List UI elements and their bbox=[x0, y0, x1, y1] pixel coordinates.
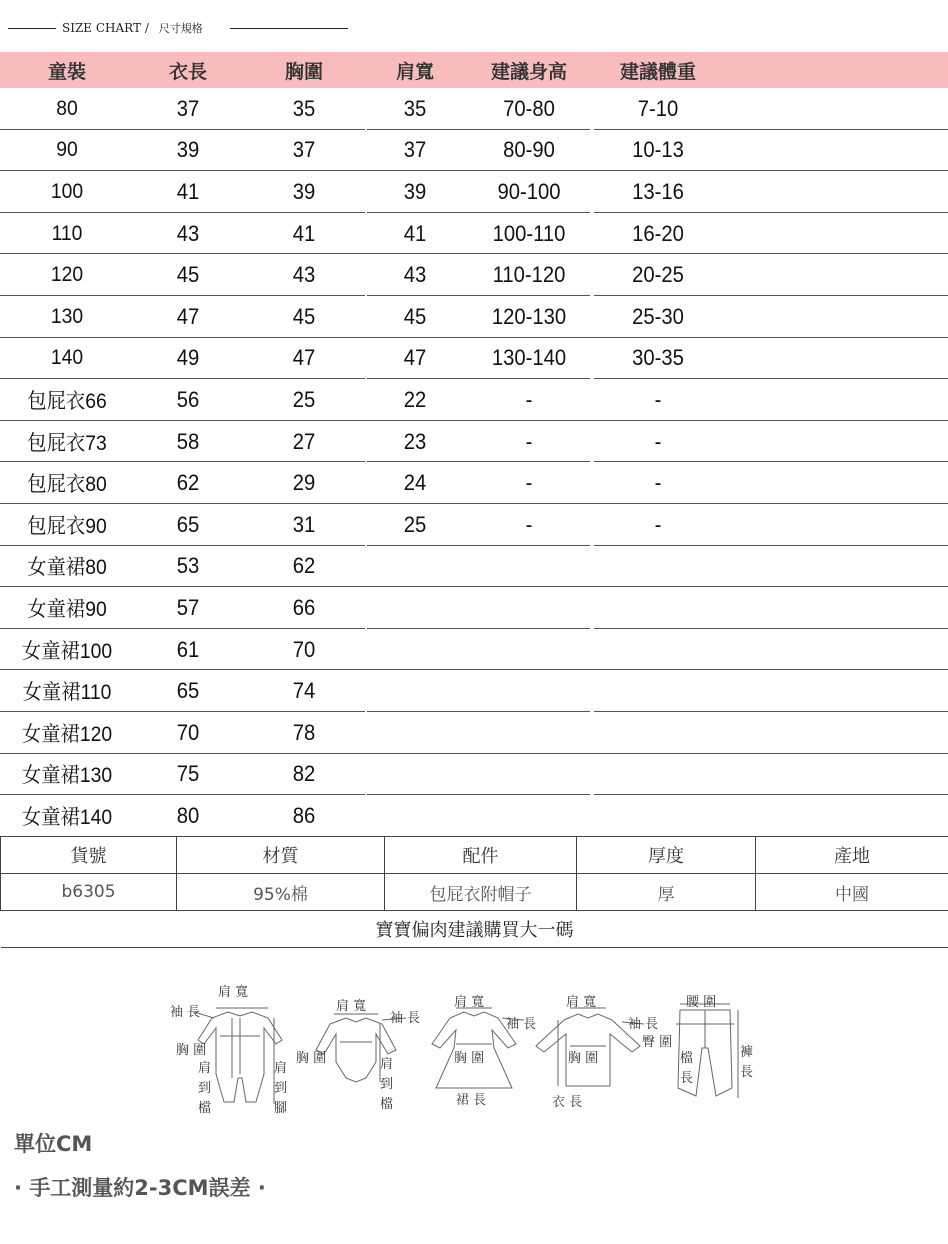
bodysuit-label-sc-2: 到 bbox=[380, 1077, 394, 1092]
table-row bbox=[0, 254, 948, 296]
cell-height bbox=[469, 546, 589, 588]
cell-shoulder: 43 bbox=[403, 262, 427, 288]
cell-shoulder: 37 bbox=[403, 137, 427, 163]
cell-height: 90-100 bbox=[497, 178, 561, 204]
size-table-header bbox=[0, 52, 948, 88]
col-header-shoulder: 肩寬 bbox=[395, 60, 434, 83]
cell-height: - bbox=[525, 511, 533, 537]
cell-weight: 7-10 bbox=[637, 95, 679, 121]
table-row bbox=[0, 130, 948, 172]
cell-shoulder: 23 bbox=[403, 428, 427, 454]
cell-weight bbox=[599, 587, 717, 629]
table-row bbox=[0, 712, 948, 754]
table-row bbox=[0, 421, 948, 463]
cell-weight bbox=[599, 795, 717, 837]
cell-size: 女童裙100 bbox=[21, 639, 113, 663]
cell-size: 110 bbox=[51, 221, 83, 245]
col-header-weight: 建議體重 bbox=[619, 60, 696, 83]
cell-length: 45 bbox=[176, 262, 200, 288]
info-header-origin: 產地 bbox=[756, 837, 948, 874]
table-row bbox=[0, 338, 948, 380]
romper-label-sf-3: 腳 bbox=[274, 1101, 288, 1116]
title-separator: / bbox=[144, 21, 149, 35]
table-row bbox=[0, 379, 948, 421]
info-header-sku: 貨號 bbox=[1, 837, 177, 874]
cell-length: 56 bbox=[176, 386, 200, 412]
cell-length: 43 bbox=[176, 220, 200, 246]
top-label-chest: 胸 圍 bbox=[568, 1051, 599, 1066]
sizing-advice: 寶寶偏肉建議購買大一碼 bbox=[1, 911, 948, 948]
table-row bbox=[0, 795, 948, 837]
cell-height bbox=[469, 629, 589, 671]
romper-label-sf-1: 肩 bbox=[274, 1061, 288, 1076]
cell-shoulder: 47 bbox=[403, 345, 427, 371]
cell-shoulder: 22 bbox=[403, 386, 427, 412]
table-row bbox=[0, 754, 948, 796]
chart-title bbox=[8, 18, 348, 38]
cell-weight: 20-25 bbox=[632, 262, 684, 288]
cell-chest: 74 bbox=[292, 678, 316, 704]
unit-label: 單位CM bbox=[14, 1132, 93, 1156]
pants-label-waist: 腰 圍 bbox=[686, 995, 717, 1010]
cell-shoulder: 41 bbox=[403, 220, 427, 246]
bodysuit-label-chest: 胸 圍 bbox=[296, 1051, 327, 1066]
title-en: SIZE CHART bbox=[62, 21, 142, 35]
cell-size: 包屁衣90 bbox=[27, 514, 107, 538]
bodysuit-label-sleeve: 袖 長 bbox=[390, 1011, 421, 1026]
cell-shoulder bbox=[370, 546, 460, 588]
measurement-diagrams-svg bbox=[160, 978, 760, 1128]
col-header-size: 童裝 bbox=[47, 60, 86, 83]
cell-shoulder bbox=[370, 587, 460, 629]
cell-weight bbox=[599, 712, 717, 754]
dress-label-shoulder: 肩 寬 bbox=[454, 995, 485, 1010]
info-header-accessory: 配件 bbox=[385, 837, 577, 874]
cell-length: 65 bbox=[176, 511, 200, 537]
cell-weight: 25-30 bbox=[632, 303, 684, 329]
dress-label-chest: 胸 圍 bbox=[454, 1051, 485, 1066]
cell-chest: 29 bbox=[292, 470, 316, 496]
cell-shoulder bbox=[370, 670, 460, 712]
cell-size: 80 bbox=[56, 96, 78, 120]
cell-size: 女童裙80 bbox=[27, 556, 107, 580]
title-rule-left bbox=[8, 28, 56, 29]
table-row bbox=[0, 213, 948, 255]
cell-weight bbox=[599, 546, 717, 588]
cell-length: 58 bbox=[176, 428, 200, 454]
info-value-sku: b6305 bbox=[1, 874, 177, 911]
cell-chest: 45 bbox=[292, 303, 316, 329]
cell-height: 80-90 bbox=[503, 137, 555, 163]
cell-size: 包屁衣66 bbox=[27, 389, 107, 413]
cell-height bbox=[469, 587, 589, 629]
cell-shoulder bbox=[370, 712, 460, 754]
cell-chest: 41 bbox=[292, 220, 316, 246]
cell-size: 90 bbox=[56, 138, 78, 162]
col-header-chest: 胸圍 bbox=[284, 60, 323, 83]
cell-weight: - bbox=[654, 428, 662, 454]
tolerance-note: · 手工測量約2-3CM誤差 · bbox=[14, 1176, 266, 1200]
cell-shoulder: 45 bbox=[403, 303, 427, 329]
cell-shoulder: 39 bbox=[403, 178, 427, 204]
romper-label-sc-1: 肩 bbox=[198, 1061, 212, 1076]
cell-weight bbox=[599, 629, 717, 671]
cell-height: 70-80 bbox=[503, 95, 555, 121]
cell-shoulder: 35 bbox=[403, 95, 427, 121]
title-zh: 尺寸規格 bbox=[158, 22, 203, 35]
cell-length: 49 bbox=[176, 345, 200, 371]
cell-length: 75 bbox=[176, 761, 200, 787]
top-label-shoulder: 肩 寬 bbox=[566, 995, 597, 1010]
col-header-length: 衣長 bbox=[168, 60, 207, 83]
bodysuit-label-sc-3: 檔 bbox=[380, 1097, 394, 1112]
cell-weight bbox=[599, 670, 717, 712]
info-value-material: 95%棉 bbox=[177, 874, 385, 911]
cell-chest: 78 bbox=[292, 719, 316, 745]
cell-chest: 39 bbox=[292, 178, 316, 204]
pants-label-length-2: 長 bbox=[740, 1065, 754, 1080]
title-label bbox=[62, 20, 203, 36]
cell-weight: 13-16 bbox=[632, 178, 684, 204]
cell-height bbox=[469, 754, 589, 796]
info-header-material: 材質 bbox=[177, 837, 385, 874]
top-label-length: 衣 長 bbox=[552, 1095, 583, 1110]
cell-height: 100-110 bbox=[492, 220, 566, 246]
cell-weight bbox=[599, 754, 717, 796]
table-row bbox=[0, 171, 948, 213]
table-row bbox=[0, 670, 948, 712]
title-rule-right bbox=[230, 28, 348, 29]
info-value-row bbox=[1, 874, 948, 911]
info-value-thickness: 厚 bbox=[577, 874, 756, 911]
cell-length: 62 bbox=[176, 470, 200, 496]
cell-length: 57 bbox=[176, 594, 200, 620]
cell-height bbox=[469, 712, 589, 754]
cell-size: 女童裙140 bbox=[21, 805, 113, 829]
cell-chest: 27 bbox=[292, 428, 316, 454]
cell-length: 65 bbox=[176, 678, 200, 704]
cell-weight: - bbox=[654, 386, 662, 412]
cell-size: 140 bbox=[50, 346, 84, 370]
cell-size: 130 bbox=[50, 304, 84, 328]
cell-size: 女童裙90 bbox=[27, 597, 107, 621]
measurement-diagrams bbox=[160, 978, 760, 1128]
romper-label-shoulder: 肩 寬 bbox=[218, 985, 249, 1000]
cell-height: 130-140 bbox=[491, 345, 567, 371]
pants-label-crotch-2: 長 bbox=[680, 1071, 694, 1086]
cell-chest: 25 bbox=[292, 386, 316, 412]
cell-chest: 47 bbox=[292, 345, 316, 371]
cell-length: 37 bbox=[176, 95, 200, 121]
pants-label-length-1: 褲 bbox=[740, 1045, 754, 1060]
cell-height bbox=[469, 795, 589, 837]
bodysuit-label-shoulder: 肩 寬 bbox=[336, 999, 367, 1014]
col-header-height: 建議身高 bbox=[490, 60, 567, 83]
table-row bbox=[0, 546, 948, 588]
cell-chest: 82 bbox=[292, 761, 316, 787]
cell-size: 包屁衣80 bbox=[27, 473, 107, 497]
cell-weight: - bbox=[654, 511, 662, 537]
romper-label-sleeve: 袖 長 bbox=[170, 1005, 201, 1020]
cell-size: 女童裙130 bbox=[21, 764, 113, 788]
cell-length: 61 bbox=[176, 636, 200, 662]
romper-label-sc-2: 到 bbox=[198, 1081, 212, 1096]
cell-size: 包屁衣73 bbox=[27, 431, 107, 455]
info-note-row bbox=[1, 911, 948, 948]
cell-height: 110-120 bbox=[492, 262, 566, 288]
romper-label-chest: 胸 圍 bbox=[176, 1043, 207, 1058]
cell-height: - bbox=[525, 386, 533, 412]
bodysuit-label-sc-1: 肩 bbox=[380, 1057, 394, 1072]
table-row bbox=[0, 462, 948, 504]
cell-size: 120 bbox=[50, 263, 84, 287]
info-header-row bbox=[1, 837, 948, 874]
cell-chest: 43 bbox=[292, 262, 316, 288]
cell-height: 120-130 bbox=[491, 303, 567, 329]
table-row bbox=[0, 629, 948, 671]
dress-label-length: 裙 長 bbox=[456, 1093, 487, 1108]
top-label-sleeve: 袖 長 bbox=[628, 1017, 659, 1032]
cell-chest: 86 bbox=[292, 802, 316, 828]
info-value-accessory: 包屁衣附帽子 bbox=[385, 874, 577, 911]
size-table-body bbox=[0, 88, 948, 837]
table-row bbox=[0, 504, 948, 546]
info-header-thickness: 厚度 bbox=[577, 837, 756, 874]
product-info-table bbox=[0, 836, 948, 948]
cell-chest: 37 bbox=[292, 137, 316, 163]
pants-label-hip: 臀 圍 bbox=[642, 1035, 673, 1050]
cell-chest: 66 bbox=[292, 594, 316, 620]
cell-chest: 62 bbox=[292, 553, 316, 579]
cell-height: - bbox=[525, 470, 533, 496]
size-table bbox=[0, 52, 948, 837]
cell-length: 39 bbox=[176, 137, 200, 163]
table-row bbox=[0, 296, 948, 338]
table-row bbox=[0, 587, 948, 629]
info-value-origin: 中國 bbox=[756, 874, 948, 911]
cell-shoulder bbox=[370, 629, 460, 671]
cell-size: 女童裙120 bbox=[21, 722, 113, 746]
cell-chest: 35 bbox=[292, 95, 316, 121]
table-row bbox=[0, 88, 948, 130]
cell-shoulder: 25 bbox=[403, 511, 427, 537]
cell-weight: 10-13 bbox=[632, 137, 684, 163]
cell-length: 70 bbox=[176, 719, 200, 745]
romper-label-sf-2: 到 bbox=[274, 1081, 288, 1096]
cell-height: - bbox=[525, 428, 533, 454]
cell-weight: 30-35 bbox=[632, 345, 684, 371]
cell-weight: 16-20 bbox=[632, 220, 684, 246]
cell-length: 53 bbox=[176, 553, 200, 579]
cell-shoulder bbox=[370, 754, 460, 796]
cell-size: 女童裙110 bbox=[22, 681, 112, 705]
cell-length: 41 bbox=[176, 178, 200, 204]
cell-chest: 31 bbox=[292, 511, 316, 537]
cell-length: 80 bbox=[176, 802, 200, 828]
cell-weight: - bbox=[654, 470, 662, 496]
dress-label-sleeve: 袖 長 bbox=[506, 1017, 537, 1032]
cell-length: 47 bbox=[176, 303, 200, 329]
cell-shoulder: 24 bbox=[403, 470, 427, 496]
pants-label-crotch-1: 檔 bbox=[680, 1051, 694, 1066]
cell-chest: 70 bbox=[292, 636, 316, 662]
cell-size: 100 bbox=[50, 179, 84, 203]
cell-shoulder bbox=[370, 795, 460, 837]
romper-label-sc-3: 檔 bbox=[198, 1101, 212, 1116]
cell-height bbox=[469, 670, 589, 712]
